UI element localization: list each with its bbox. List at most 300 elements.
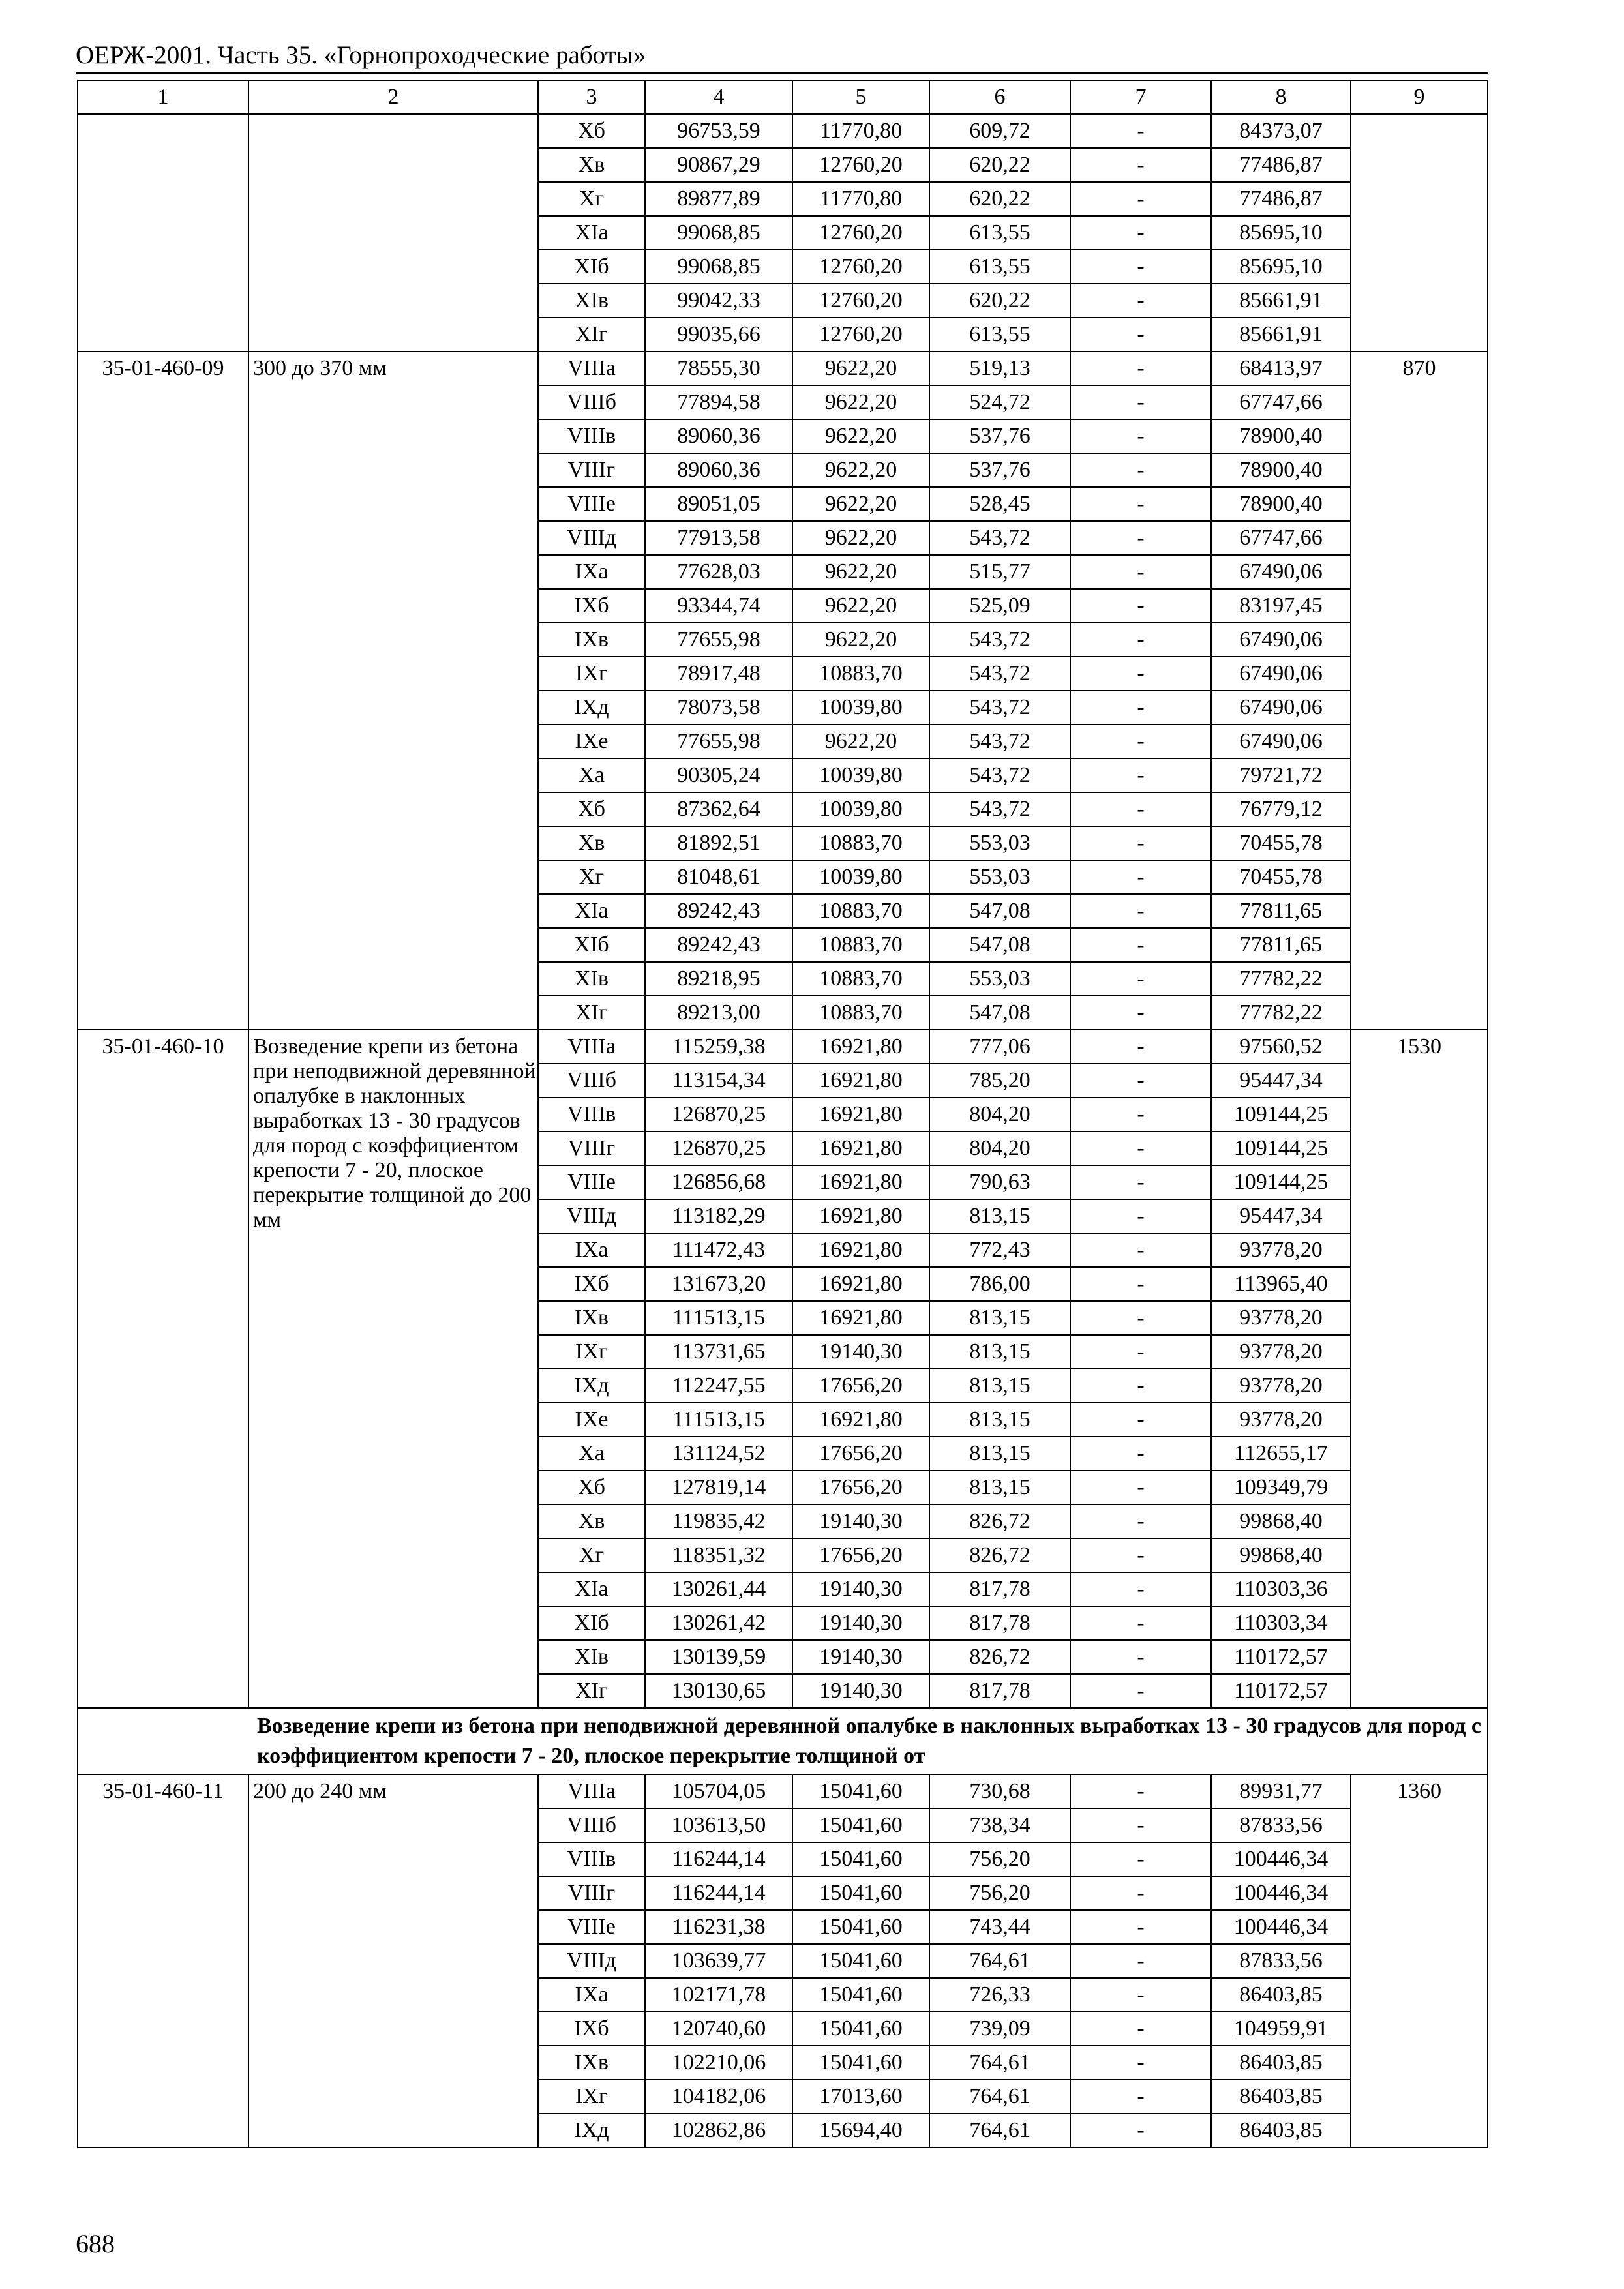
table-cell-col4: 105704,05 (645, 1774, 792, 1808)
table-cell-col8: 67747,66 (1211, 385, 1351, 419)
table-cell-col7: - (1070, 1335, 1211, 1369)
table-cell-col8: 86403,85 (1211, 2046, 1351, 2080)
table-cell-col3: VIIIа (538, 1030, 645, 1064)
table-cell-col3: Xв (538, 148, 645, 182)
table-cell-col8: 100446,34 (1211, 1910, 1351, 1944)
table-cell-col6: 524,72 (929, 385, 1070, 419)
table-cell-col6: 804,20 (929, 1098, 1070, 1131)
page-header: ОЕРЖ-2001. Часть 35. «Горнопроходческие работы» (76, 41, 646, 69)
table-cell-col3: XIб (538, 1606, 645, 1640)
table-cell-col8: 85661,91 (1211, 318, 1351, 352)
table-cell-col5: 15041,60 (792, 2046, 929, 2080)
table-cell-col6: 764,61 (929, 2080, 1070, 2114)
table-cell-col6: 804,20 (929, 1131, 1070, 1165)
table-cell-col8: 113965,40 (1211, 1267, 1351, 1301)
table-cell-col3: XIа (538, 894, 645, 928)
table-cell-col6: 817,78 (929, 1674, 1070, 1708)
table-cell-col4: 89060,36 (645, 419, 792, 453)
table-cell-col4: 116231,38 (645, 1910, 792, 1944)
table-cell-col7: - (1070, 1267, 1211, 1301)
table-cell-col6: 786,00 (929, 1267, 1070, 1301)
table-cell-col8: 86403,85 (1211, 1978, 1351, 2012)
table-cell-col5: 9622,20 (792, 623, 929, 657)
table-cell-col5: 10039,80 (792, 860, 929, 894)
column-number: 2 (248, 80, 538, 114)
table-cell-col7: - (1070, 250, 1211, 284)
table-cell-col5: 16921,80 (792, 1233, 929, 1267)
table-cell-col4: 113731,65 (645, 1335, 792, 1369)
page-number: 688 (76, 2229, 115, 2258)
table-cell-col6: 813,15 (929, 1199, 1070, 1233)
table-cell-col4: 126870,25 (645, 1131, 792, 1165)
table-cell-col6: 543,72 (929, 521, 1070, 555)
table-cell-col7: - (1070, 1403, 1211, 1437)
table-cell-col6: 537,76 (929, 419, 1070, 453)
rate-code (78, 114, 248, 352)
table-cell-col7: - (1070, 487, 1211, 521)
table-cell-col3: IXв (538, 2046, 645, 2080)
table-cell-col6: 756,20 (929, 1876, 1070, 1910)
table-cell-col3: VIIIг (538, 1876, 645, 1910)
table-cell-col8: 93778,20 (1211, 1403, 1351, 1437)
table-cell-col7: - (1070, 453, 1211, 487)
table-cell-col6: 764,61 (929, 1944, 1070, 1978)
table-cell-col8: 87833,56 (1211, 1944, 1351, 1978)
table-cell-col8: 86403,85 (1211, 2080, 1351, 2114)
table-cell-col4: 77894,58 (645, 385, 792, 419)
table-cell-col3: Xг (538, 860, 645, 894)
table-cell-col8: 85695,10 (1211, 250, 1351, 284)
table-cell-col8: 67490,06 (1211, 725, 1351, 758)
section-heading: Возведение крепи из бетона при неподвижной деревянной опалубке в наклонных выработках 13 - 30 градусов для пород с коэффициентом крепости 7 - 20, плоское перекрытие толщиной от (78, 1708, 1488, 1774)
table-cell-col3: IXе (538, 1403, 645, 1437)
table-cell-col3: VIIIе (538, 1165, 645, 1199)
table-cell-col8: 93778,20 (1211, 1233, 1351, 1267)
table-cell-col5: 16921,80 (792, 1267, 929, 1301)
table-cell-col6: 543,72 (929, 691, 1070, 725)
table-cell-col8: 95447,34 (1211, 1064, 1351, 1098)
table-cell-col6: 547,08 (929, 996, 1070, 1030)
table-cell-col6: 813,15 (929, 1335, 1070, 1369)
table-cell-col5: 15041,60 (792, 2012, 929, 2046)
table-cell-col8: 77486,87 (1211, 148, 1351, 182)
table-cell-col5: 9622,20 (792, 352, 929, 385)
table-cell-col3: IXв (538, 1301, 645, 1335)
col9-value: 870 (1351, 352, 1488, 1030)
table-cell-col7: - (1070, 1369, 1211, 1403)
table-cell-col7: - (1070, 1944, 1211, 1978)
table-cell-col4: 99042,33 (645, 284, 792, 318)
table-cell-col7: - (1070, 623, 1211, 657)
table-cell-col8: 77782,22 (1211, 996, 1351, 1030)
table-cell-col3: XIг (538, 1674, 645, 1708)
table-cell-col6: 726,33 (929, 1978, 1070, 2012)
table-cell-col6: 826,72 (929, 1538, 1070, 1572)
table-cell-col3: IXа (538, 1233, 645, 1267)
table-cell-col6: 528,45 (929, 487, 1070, 521)
table-cell-col5: 10883,70 (792, 657, 929, 691)
table-cell-col6: 537,76 (929, 453, 1070, 487)
table-row (78, 1030, 1488, 1064)
table-cell-col7: - (1070, 1233, 1211, 1267)
table-cell-col7: - (1070, 216, 1211, 250)
table-cell-col8: 78900,40 (1211, 453, 1351, 487)
table-cell-col7: - (1070, 996, 1211, 1030)
table-cell-col4: 81048,61 (645, 860, 792, 894)
table-cell-col8: 100446,34 (1211, 1842, 1351, 1876)
column-number: 9 (1351, 80, 1488, 114)
table-cell-col8: 110172,57 (1211, 1674, 1351, 1708)
table-cell-col5: 17013,60 (792, 2080, 929, 2114)
table-cell-col4: 93344,74 (645, 589, 792, 623)
table-cell-col4: 89060,36 (645, 453, 792, 487)
table-cell-col7: - (1070, 657, 1211, 691)
table-cell-col4: 89051,05 (645, 487, 792, 521)
table-cell-col3: IXб (538, 589, 645, 623)
table-cell-col8: 93778,20 (1211, 1301, 1351, 1335)
column-number: 7 (1070, 80, 1211, 114)
table-cell-col6: 772,43 (929, 1233, 1070, 1267)
table-cell-col4: 99068,85 (645, 250, 792, 284)
table-cell-col5: 16921,80 (792, 1301, 929, 1335)
table-cell-col3: Xб (538, 114, 645, 148)
table-cell-col4: 118351,32 (645, 1538, 792, 1572)
table-cell-col5: 10883,70 (792, 996, 929, 1030)
table-cell-col8: 67490,06 (1211, 657, 1351, 691)
table-cell-col6: 525,09 (929, 589, 1070, 623)
table-cell-col8: 79721,72 (1211, 758, 1351, 792)
table-cell-col4: 90305,24 (645, 758, 792, 792)
table-cell-col4: 90867,29 (645, 148, 792, 182)
table-cell-col6: 777,06 (929, 1030, 1070, 1064)
table-cell-col7: - (1070, 691, 1211, 725)
table-cell-col6: 739,09 (929, 2012, 1070, 2046)
table-cell-col3: VIIIв (538, 419, 645, 453)
table-cell-col5: 11770,80 (792, 182, 929, 216)
table-cell-col3: IXб (538, 1267, 645, 1301)
column-number: 3 (538, 80, 645, 114)
table-cell-col3: VIIIд (538, 1944, 645, 1978)
table-cell-col3: XIг (538, 996, 645, 1030)
table-cell-col5: 19140,30 (792, 1640, 929, 1674)
table-cell-col7: - (1070, 385, 1211, 419)
table-cell-col8: 93778,20 (1211, 1335, 1351, 1369)
table-cell-col6: 543,72 (929, 758, 1070, 792)
table-cell-col3: IXв (538, 623, 645, 657)
table-cell-col5: 9622,20 (792, 385, 929, 419)
table-cell-col3: Xа (538, 1437, 645, 1471)
table-cell-col8: 77782,22 (1211, 962, 1351, 996)
table-cell-col6: 620,22 (929, 182, 1070, 216)
column-number: 4 (645, 80, 792, 114)
work-description: 300 до 370 мм (248, 352, 538, 1030)
table-cell-col6: 764,61 (929, 2046, 1070, 2080)
table-cell-col6: 743,44 (929, 1910, 1070, 1944)
table-cell-col4: 111513,15 (645, 1403, 792, 1437)
table-cell-col5: 19140,30 (792, 1504, 929, 1538)
table-cell-col4: 78073,58 (645, 691, 792, 725)
table-cell-col8: 110303,34 (1211, 1606, 1351, 1640)
table-cell-col3: XIг (538, 318, 645, 352)
table-cell-col7: - (1070, 555, 1211, 589)
table-cell-col7: - (1070, 1030, 1211, 1064)
table-cell-col3: XIб (538, 250, 645, 284)
table-cell-col8: 77811,65 (1211, 894, 1351, 928)
table-cell-col4: 103639,77 (645, 1944, 792, 1978)
table-cell-col8: 67490,06 (1211, 623, 1351, 657)
table-cell-col3: IXг (538, 1335, 645, 1369)
table-cell-col6: 730,68 (929, 1774, 1070, 1808)
table-cell-col5: 15041,60 (792, 1876, 929, 1910)
table-cell-col7: - (1070, 589, 1211, 623)
table-cell-col8: 85661,91 (1211, 284, 1351, 318)
table-cell-col4: 113154,34 (645, 1064, 792, 1098)
table-cell-col5: 10039,80 (792, 691, 929, 725)
table-cell-col7: - (1070, 1572, 1211, 1606)
work-description (248, 114, 538, 352)
table-cell-col8: 77486,87 (1211, 182, 1351, 216)
table-cell-col6: 620,22 (929, 148, 1070, 182)
table-cell-col3: VIIIд (538, 521, 645, 555)
table-cell-col7: - (1070, 1876, 1211, 1910)
table-cell-col8: 109144,25 (1211, 1165, 1351, 1199)
table-cell-col6: 613,55 (929, 318, 1070, 352)
table-cell-col5: 15041,60 (792, 1978, 929, 2012)
rate-code: 35-01-460-09 (78, 352, 248, 1030)
table-cell-col4: 102171,78 (645, 1978, 792, 2012)
table-cell-col6: 826,72 (929, 1640, 1070, 1674)
table-cell-col4: 127819,14 (645, 1471, 792, 1504)
table-cell-col5: 10039,80 (792, 792, 929, 826)
table-cell-col6: 620,22 (929, 284, 1070, 318)
table-cell-col3: XIб (538, 928, 645, 962)
table-cell-col5: 16921,80 (792, 1064, 929, 1098)
table-cell-col5: 10883,70 (792, 826, 929, 860)
table-cell-col5: 9622,20 (792, 419, 929, 453)
table-cell-col4: 103613,50 (645, 1808, 792, 1842)
table-cell-col7: - (1070, 1538, 1211, 1572)
table-cell-col5: 9622,20 (792, 487, 929, 521)
table-cell-col6: 764,61 (929, 2114, 1070, 2147)
table-cell-col7: - (1070, 2080, 1211, 2114)
table-cell-col5: 17656,20 (792, 1437, 929, 1471)
table-cell-col4: 89877,89 (645, 182, 792, 216)
table-cell-col8: 93778,20 (1211, 1369, 1351, 1403)
table-cell-col6: 813,15 (929, 1369, 1070, 1403)
table-cell-col5: 16921,80 (792, 1030, 929, 1064)
table-cell-col6: 543,72 (929, 657, 1070, 691)
table-cell-col4: 116244,14 (645, 1842, 792, 1876)
table-cell-col7: - (1070, 860, 1211, 894)
header-rule (76, 72, 1488, 74)
table-cell-col3: VIIIг (538, 453, 645, 487)
table-cell-col6: 756,20 (929, 1842, 1070, 1876)
table-cell-col8: 70455,78 (1211, 826, 1351, 860)
table-cell-col8: 67747,66 (1211, 521, 1351, 555)
table-cell-col4: 81892,51 (645, 826, 792, 860)
table-cell-col5: 10883,70 (792, 894, 929, 928)
rate-code: 35-01-460-10 (78, 1030, 248, 1708)
table-cell-col4: 102210,06 (645, 2046, 792, 2080)
table-cell-col7: - (1070, 2114, 1211, 2147)
table-cell-col8: 78900,40 (1211, 419, 1351, 453)
table-cell-col4: 104182,06 (645, 2080, 792, 2114)
table-cell-col6: 813,15 (929, 1301, 1070, 1335)
table-cell-col3: Xв (538, 1504, 645, 1538)
table-cell-col4: 78555,30 (645, 352, 792, 385)
table-cell-col3: VIIIд (538, 1199, 645, 1233)
table-cell-col7: - (1070, 1674, 1211, 1708)
table-cell-col8: 95447,34 (1211, 1199, 1351, 1233)
table-cell-col6: 543,72 (929, 725, 1070, 758)
table-cell-col7: - (1070, 2046, 1211, 2080)
table-cell-col7: - (1070, 148, 1211, 182)
table-cell-col3: VIIIб (538, 1064, 645, 1098)
table-cell-col4: 87362,64 (645, 792, 792, 826)
table-cell-col3: IXд (538, 691, 645, 725)
table-cell-col7: - (1070, 1471, 1211, 1504)
table-cell-col4: 99035,66 (645, 318, 792, 352)
table-cell-col3: VIIIб (538, 1808, 645, 1842)
table-cell-col4: 116244,14 (645, 1876, 792, 1910)
section-heading-row (78, 1708, 1488, 1774)
table-cell-col4: 130261,44 (645, 1572, 792, 1606)
table-cell-col4: 131124,52 (645, 1437, 792, 1471)
table-cell-col8: 110172,57 (1211, 1640, 1351, 1674)
table-cell-col8: 70455,78 (1211, 860, 1351, 894)
table-cell-col7: - (1070, 1842, 1211, 1876)
table-cell-col7: - (1070, 1640, 1211, 1674)
table-cell-col5: 12760,20 (792, 318, 929, 352)
table-cell-col3: Xв (538, 826, 645, 860)
table-cell-col6: 738,34 (929, 1808, 1070, 1842)
table-cell-col5: 16921,80 (792, 1199, 929, 1233)
table-cell-col3: VIIIв (538, 1842, 645, 1876)
table-cell-col3: Xб (538, 792, 645, 826)
table-cell-col3: Xг (538, 182, 645, 216)
table-cell-col5: 16921,80 (792, 1131, 929, 1165)
table-row (78, 114, 1488, 148)
table-cell-col7: - (1070, 1606, 1211, 1640)
table-cell-col8: 76779,12 (1211, 792, 1351, 826)
table-cell-col7: - (1070, 758, 1211, 792)
table-cell-col7: - (1070, 2012, 1211, 2046)
table-cell-col5: 9622,20 (792, 521, 929, 555)
table-cell-col8: 110303,36 (1211, 1572, 1351, 1606)
table-cell-col4: 130139,59 (645, 1640, 792, 1674)
table-cell-col7: - (1070, 725, 1211, 758)
table-cell-col5: 17656,20 (792, 1369, 929, 1403)
table-cell-col5: 15041,60 (792, 1842, 929, 1876)
table-cell-col6: 790,63 (929, 1165, 1070, 1199)
table-cell-col7: - (1070, 1199, 1211, 1233)
table-cell-col6: 813,15 (929, 1403, 1070, 1437)
table-cell-col4: 126856,68 (645, 1165, 792, 1199)
table-cell-col3: Xб (538, 1471, 645, 1504)
table-cell-col7: - (1070, 1910, 1211, 1944)
table-cell-col3: XIа (538, 1572, 645, 1606)
table-cell-col5: 15041,60 (792, 1910, 929, 1944)
table-cell-col7: - (1070, 1064, 1211, 1098)
table-cell-col5: 12760,20 (792, 250, 929, 284)
table-cell-col4: 119835,42 (645, 1504, 792, 1538)
table-cell-col8: 104959,91 (1211, 2012, 1351, 2046)
table-cell-col6: 813,15 (929, 1471, 1070, 1504)
table-cell-col6: 519,13 (929, 352, 1070, 385)
table-cell-col7: - (1070, 352, 1211, 385)
table-cell-col8: 87833,56 (1211, 1808, 1351, 1842)
table-cell-col8: 112655,17 (1211, 1437, 1351, 1471)
table-cell-col5: 16921,80 (792, 1403, 929, 1437)
table-cell-col5: 10039,80 (792, 758, 929, 792)
table-cell-col6: 553,03 (929, 962, 1070, 996)
rate-code: 35-01-460-11 (78, 1774, 248, 2147)
table-cell-col7: - (1070, 284, 1211, 318)
table-cell-col5: 16921,80 (792, 1165, 929, 1199)
table-cell-col6: 515,77 (929, 555, 1070, 589)
table-cell-col7: - (1070, 792, 1211, 826)
table-cell-col8: 68413,97 (1211, 352, 1351, 385)
table-cell-col5: 16921,80 (792, 1098, 929, 1131)
table-cell-col6: 613,55 (929, 250, 1070, 284)
table-cell-col3: IXб (538, 2012, 645, 2046)
table-cell-col7: - (1070, 1774, 1211, 1808)
table-row (78, 352, 1488, 385)
rates-table (77, 80, 1488, 2148)
table-cell-col4: 113182,29 (645, 1199, 792, 1233)
table-cell-col3: IXа (538, 1978, 645, 2012)
table-cell-col7: - (1070, 1165, 1211, 1199)
table-cell-col3: XIа (538, 216, 645, 250)
table-cell-col3: IXд (538, 1369, 645, 1403)
table-cell-col5: 15694,40 (792, 2114, 929, 2147)
table-cell-col3: IXа (538, 555, 645, 589)
table-cell-col7: - (1070, 521, 1211, 555)
table-cell-col7: - (1070, 1504, 1211, 1538)
table-cell-col3: XIв (538, 1640, 645, 1674)
table-cell-col7: - (1070, 928, 1211, 962)
table-cell-col3: VIIIе (538, 1910, 645, 1944)
col9-value: 1360 (1351, 1774, 1488, 2147)
table-cell-col7: - (1070, 114, 1211, 148)
table-cell-col3: VIIIа (538, 1774, 645, 1808)
table-cell-col5: 11770,80 (792, 114, 929, 148)
table-cell-col5: 15041,60 (792, 1774, 929, 1808)
table-cell-col5: 15041,60 (792, 1808, 929, 1842)
table-cell-col4: 102862,86 (645, 2114, 792, 2147)
table-cell-col3: Xг (538, 1538, 645, 1572)
table-cell-col4: 112247,55 (645, 1369, 792, 1403)
table-cell-col3: IXд (538, 2114, 645, 2147)
table-cell-col7: - (1070, 1437, 1211, 1471)
table-cell-col8: 67490,06 (1211, 555, 1351, 589)
table-cell-col8: 67490,06 (1211, 691, 1351, 725)
table-cell-col8: 78900,40 (1211, 487, 1351, 521)
work-description: Возведение крепи из бетона при неподвижной деревянной опалубке в наклонных выработках 13 - 30 градусов для пород с коэффициентом крепости 7 - 20, плоское перекрытие толщиной до 200 мм (248, 1030, 538, 1708)
table-cell-col4: 77628,03 (645, 555, 792, 589)
table-cell-col5: 17656,20 (792, 1471, 929, 1504)
table-cell-col6: 553,03 (929, 826, 1070, 860)
table-cell-col3: IXе (538, 725, 645, 758)
table-cell-col7: - (1070, 1131, 1211, 1165)
table-cell-col5: 19140,30 (792, 1674, 929, 1708)
table-cell-col5: 9622,20 (792, 725, 929, 758)
column-number: 1 (78, 80, 248, 114)
table-cell-col4: 77913,58 (645, 521, 792, 555)
table-cell-col4: 78917,48 (645, 657, 792, 691)
table-cell-col5: 12760,20 (792, 216, 929, 250)
table-cell-col5: 17656,20 (792, 1538, 929, 1572)
